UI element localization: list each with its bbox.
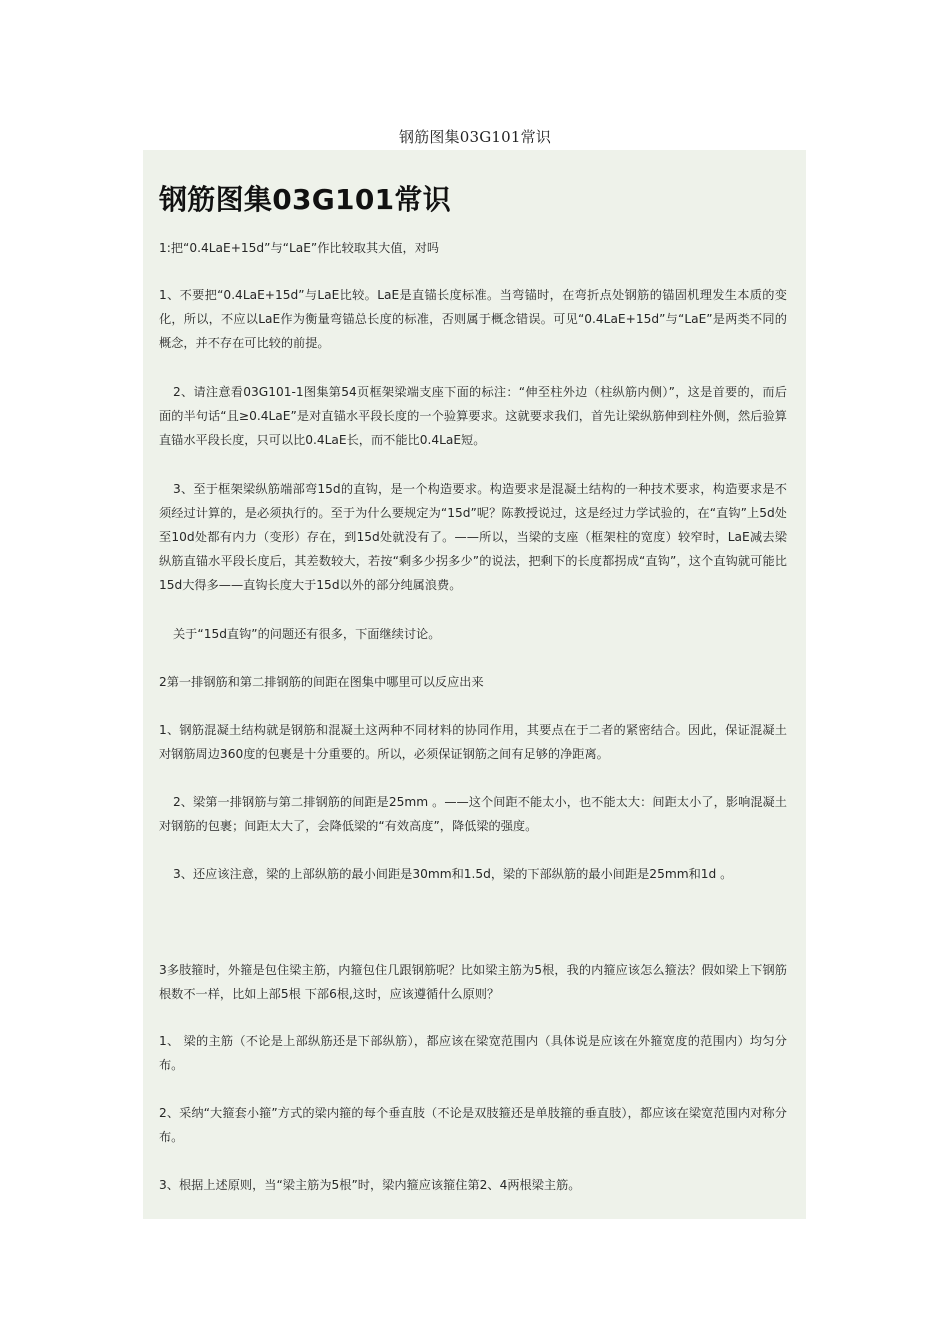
answer-2-point-1: 1、钢筋混凝土结构就是钢筋和混凝土这两种不同材料的协同作用，其要点在于二者的紧密结合。因此，保证混凝土对钢筋周边360度的包裹是十分重要的。所以，必须保证钢筋之间有足够的净距离。 [159,723,787,761]
answer-2-point-3: 3、还应该注意，梁的上部纵筋的最小间距是30mm和1.5d，梁的下部纵筋的最小间距是25mm和1d 。 [173,867,733,881]
document-header: 钢筋图集03G101常识 [398,128,552,146]
article-title: 钢筋图集03G101常识 [159,183,451,216]
answer-1-point-2: 2、请注意看03G101-1图集第54页框架梁端支座下面的标注：“伸至柱外边（柱纵筋内侧）”，这是首要的，而后面的半句话“且≥0.4LaE”是对直锚水平段长度的一个验算要求。这就要求我们，首先让梁纵筋伸到柱外侧，然后验算直锚水平段长度，只可以比0.4LaE长，而不能比0.4LaE短。 [159,385,787,447]
answer-3-point-2: 2、采纳“大箍套小箍”方式的梁内箍的每个垂直肢（不论是双肢箍还是单肢箍的垂直肢），都应该在梁宽范围内对称分布。 [159,1106,787,1144]
answer-3-point-1: 1、 梁的主筋（不论是上部纵筋还是下部纵筋），都应该在梁宽范围内（具体说是应该在外箍宽度的范围内）均匀分布。 [159,1034,787,1072]
answer-3-point-3: 3、根据上述原则，当“梁主筋为5根”时，梁内箍应该箍住第2、4两根梁主筋。 [159,1178,581,1192]
answer-1-point-3: 3、至于框架梁纵筋端部弯15d的直钩，是一个构造要求。构造要求是混凝土结构的一种技术要求，构造要求是不须经过计算的，是必须执行的。至于为什么要规定为“15d”呢？陈教授说过，这是经过力学试验的，在“直钩”上5d处至10d处都有内力（变形）存在，到15d处就没有了。——所以，当梁的支座（框架柱的宽度）较窄时，LaE减去梁纵筋直锚水平段长度后，其差数较大，若按“剩多少拐多少”的说法，把剩下的长度都拐成“直钩”，这个直钩就可能比15d大得多——直钩长度大于15d以外的部分纯属浪费。 [159,482,787,592]
question-2: 2第一排钢筋和第二排钢筋的间距在图集中哪里可以反应出来 [159,675,484,689]
question-3: 3多肢箍时，外箍是包住梁主筋，内箍包住几跟钢筋呢？比如梁主筋为5根，我的内箍应该怎么箍法？假如梁上下钢筋根数不一样，比如上部5根 下部6根,这时，应该遵循什么原则？ [159,963,787,1001]
answer-1-point-1: 1、不要把“0.4LaE+15d”与LaE比较。LaE是直锚长度标准。当弯锚时，在弯折点处钢筋的锚固机理发生本质的变化，所以，不应以LaE作为衡量弯锚总长度的标准，否则属于概念错误。可见“0.4LaE+15d”与“LaE”是两类不同的概念，并不存在可比较的前提。 [159,288,787,350]
answer-2-point-2: 2、梁第一排钢筋与第二排钢筋的间距是25mm 。——这个间距不能太小，也不能太大：间距太小了，影响混凝土对钢筋的包裹；间距太大了，会降低梁的“有效高度”，降低梁的强度。 [159,795,787,833]
answer-1-note: 关于“15d直钩”的问题还有很多，下面继续讨论。 [173,627,441,641]
question-1: 1:把“0.4LaE+15d”与“LaE”作比较取其大值，对吗 [159,241,440,255]
